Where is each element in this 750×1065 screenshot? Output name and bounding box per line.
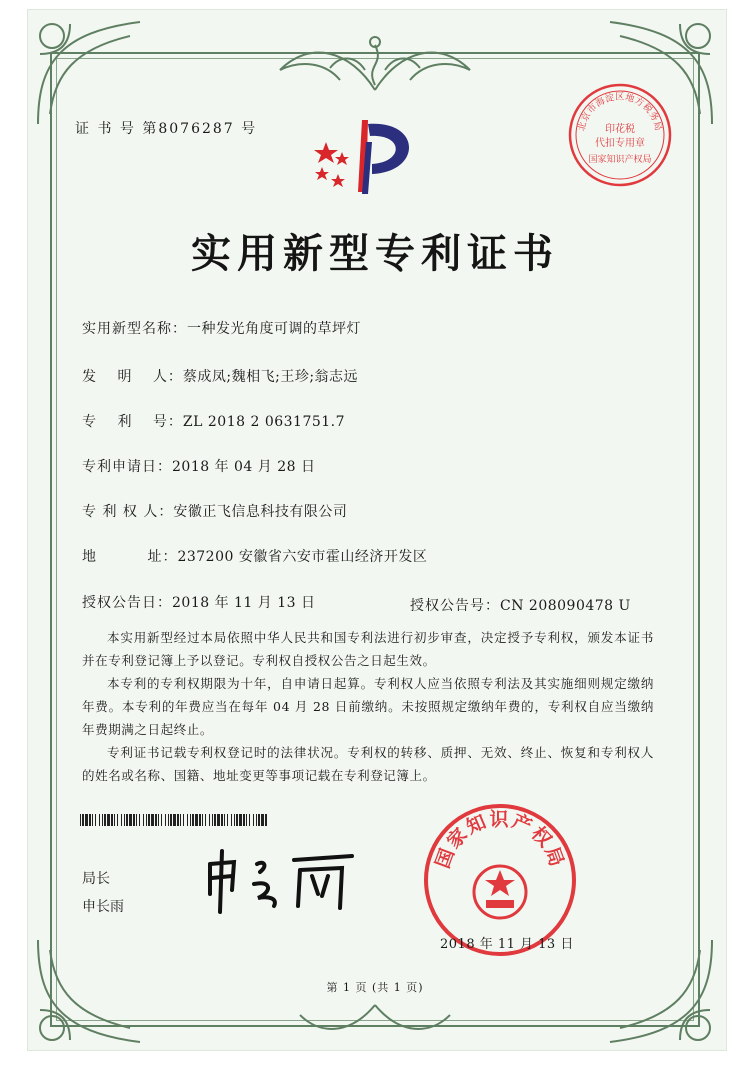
- cnipa-seal-text: 国家知识产权局: [431, 808, 569, 872]
- field-label: 专 利 号：: [82, 414, 183, 430]
- field-value: 蔡成凤;魏相飞;王珍;翁志远: [182, 369, 359, 385]
- field-value: CN 208090478 U: [500, 598, 631, 614]
- paragraph-term: 本专利的专利权期限为十年，自申请日起算。专利权人应当依照专利法及其实施细则规定缴纳年费。本专利的年费应当在每年 04 月 28 日前缴纳。未按照规定缴纳年费的，专利权自应当缴纳年费期满之日起终止。: [82, 676, 654, 737]
- certificate-inner-border: [56, 58, 694, 1021]
- field-publication-number: [410, 595, 631, 615]
- field-value: 2018 年 04 月 28 日: [172, 459, 316, 475]
- page-number: 第 1 页 (共 1 页): [326, 981, 424, 994]
- top-ornament: [270, 30, 480, 100]
- stamp-tax-seal-line-3: 国家知识产权局: [588, 155, 652, 165]
- stamp-tax-seal: [565, 80, 675, 190]
- field-label: 专利申请日：: [82, 459, 172, 475]
- field-patent-number: [82, 411, 345, 431]
- director-signature: [202, 846, 362, 916]
- field-address: [82, 546, 427, 566]
- corner-ornament-top-left: [30, 14, 150, 134]
- field-inventors: [82, 366, 358, 386]
- field-value: ZL 2018 2 0631751.7: [182, 414, 346, 430]
- stamp-tax-seal-line-1: 印花税: [605, 124, 635, 135]
- national-emblem-icon: [474, 866, 526, 918]
- field-label: 发 明 人：: [82, 369, 183, 385]
- field-utility-model-name: [82, 318, 361, 338]
- bottom-ornament: [290, 1000, 460, 1040]
- stamp-tax-seal-line-2: 代扣专用章: [595, 138, 645, 149]
- seal-date: 2018 年 11 月 13 日: [440, 937, 574, 952]
- field-value: 安徽正飞信息科技有限公司: [173, 504, 348, 520]
- svg-text:国家知识产权局: [432, 808, 569, 872]
- stamp-tax-seal-ring-text: 北京市海淀区地方税务局: [577, 92, 663, 133]
- field-label: 专 利 权 人：: [82, 504, 174, 520]
- patent-office-logo: [312, 112, 422, 202]
- field-application-date: [82, 456, 316, 476]
- paragraph-legal-status: 专利证书记载专利权登记时的法律状况。专利权的转移、质押、无效、终止、恢复和专利权人的姓名或名称、国籍、地址变更等事项记载在专利登记簿上。: [82, 745, 654, 783]
- field-label: 授权公告日：: [82, 595, 172, 611]
- field-patentee: [82, 501, 347, 521]
- signer-title: 局长: [82, 871, 110, 887]
- field-label: 授权公告号：: [410, 598, 500, 614]
- field-label: 地 址：: [82, 549, 178, 565]
- paragraph-grant: 本实用新型经过本局依照中华人民共和国专利法进行初步审查，决定授予专利权，颁发本证书并在专利登记簿上予以登记。专利权自授权公告之日起生效。: [82, 630, 654, 668]
- certificate-title: 实用新型专利证书: [191, 230, 559, 277]
- barcode: [80, 814, 270, 826]
- field-value: 一种发光角度可调的草坪灯: [187, 321, 361, 337]
- field-grant-date: [82, 592, 316, 612]
- field-value: 237200 安徽省六安市霍山经济开发区: [177, 549, 428, 565]
- certificate-number: 证 书 号 第8076287 号: [75, 121, 258, 137]
- signer-name: 申长雨: [82, 899, 124, 915]
- field-label: 实用新型名称：: [82, 321, 187, 337]
- field-value: 2018 年 11 月 13 日: [172, 595, 316, 611]
